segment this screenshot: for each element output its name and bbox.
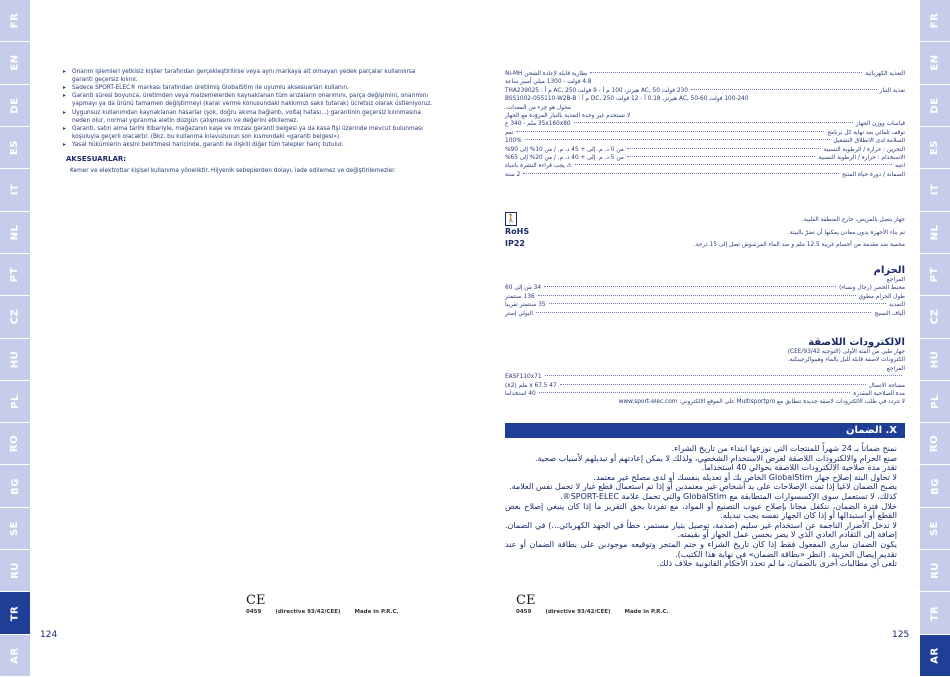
belt-spec-row [505, 310, 905, 318]
spec-value: 35 سنتمتر تقريبا [505, 302, 546, 309]
guarantee-paragraph: نمنح ضماناً بـ 24 شهراً للمنتجات التي نوزعها ابتداء من تاريخ الشراء. [671, 444, 897, 453]
spec-row [505, 70, 905, 78]
tab-label: NL [9, 224, 21, 241]
bullet-item: ▸ Garanti, satın alma tarihi itibariyle, mağazanın kaşe ve imzası garanti belgesi ya da kasa fişi üzerinde mevcut bulunması koşuluyla geçerli olacaktır. (Bkz. bu kullanma kılavuzunun son kısmındaki «garanti belgesi») [72, 125, 434, 141]
belt-spec-row [505, 293, 905, 301]
spec-value: 2 سنة [505, 171, 521, 178]
tab-bg[interactable] [920, 465, 950, 507]
tab-hu[interactable] [920, 339, 950, 381]
electrode-spec-row [505, 382, 905, 390]
specifications-block [505, 70, 905, 179]
guarantee-paragraph: تقدر مدة صلاحية الالكترودات اللاصقة بحوالي 40 استخداماً. [701, 463, 897, 473]
spec-row [505, 154, 905, 162]
dot-leader [590, 72, 862, 73]
bullet-item: ▸ Yasal hükümlerin aksini belirtmesi haricinde, garanti ile ilişkili diğer tüm talepler hariç tutulur. [72, 141, 434, 149]
spec-value: 4.8 فولت - 1300 ميلي أمبير ساعة [505, 79, 592, 86]
guarantee-paragraph: كذلك، لا تستعمل سوى الإكسسوارات المتطابقة مع GlobalStim والتي تحمل علامة SPORT-ELEC®. [560, 491, 897, 501]
ce-mark-icon: CE [516, 593, 536, 608]
tab-label: SE [929, 520, 941, 536]
spec-value: البولي إستر [505, 310, 533, 317]
tab-label: IT [929, 184, 941, 196]
warranty-bullets [62, 68, 434, 149]
tab-pt[interactable] [920, 254, 950, 296]
spec-key: السلامة لدى الانطلاق التشغيل [833, 138, 905, 145]
spec-key: التمديد [888, 302, 905, 309]
tab-label: AR [929, 647, 941, 664]
guarantee-paragraph: خلال فترة الضمان، نتكفل مجانا بإصلاح عيوب التصنيع أو المواد، مع تفردنا بحق التقرير ما إذا كان ينبغي إصلاح بعض القطع أو استبدالها أو إذا كان الجهاز نفسه يجب تبديله. [505, 501, 897, 521]
page-number-right: 125 [892, 630, 910, 640]
accessories-text: Kemer ve elektrotlar kişisel kullanıma yöneliktir. Hijyenik sebeplerden dolayı, iade edilemez ve değiştirilemezler. [70, 167, 396, 174]
spec-key: ألياف النسيج [874, 310, 905, 317]
tab-label: RO [9, 435, 21, 453]
bullet-item: ▸ Onarım işlemleri yetkisiz kişiler tarafından gerçekleştirilirse veya aynı markaya ait olmayan yedek parçalar kullanılırsa garanti geçersiz kılınır. [72, 68, 434, 84]
guarantee-paragraph: لا تدخل الأضرار الناجمة عن استخدام غير سليم (صدمة، توصيل بتيار مستمر، خطأ في الجهد الكهربائي...) في الضمان. إضافة إلى التقادم العادي الذي لا يضر بحسن عمل الجهاز أو بقيمته. [505, 520, 897, 540]
dot-leader [575, 164, 892, 165]
electrodes-line: الكترودات لاصقة قابلة للبل بالماء وهيبوالرجينكية. [787, 357, 905, 364]
made-in-label: Made in P.R.C. [354, 609, 399, 615]
tab-label: IT [9, 184, 21, 196]
spec-value: بطارية قابلة لإعادة الشحن Ni-MH [505, 71, 588, 77]
dot-leader [691, 89, 877, 90]
spec-value: 100-240 فولت AC, 50-60 هيرتز, 0.18 أ - 12 فولت DC, 250 م أ : BSS1002-055110-W2B-B [505, 96, 749, 103]
electrode-spec-row [505, 390, 905, 398]
tab-label: RU [9, 562, 21, 580]
belt-spec-row [505, 284, 905, 292]
tab-label: DE [9, 97, 21, 114]
tab-label: PL [929, 394, 941, 409]
tab-fr[interactable] [0, 0, 30, 42]
body-type-icon: 🚶 [505, 212, 517, 226]
spec-value: من 5 د. م. إلى + 40 د. م. / من 20% إلى 65% [505, 154, 624, 161]
spec-key: مدة الصلاحية المقدرة [853, 390, 905, 397]
spec-value: نعم [505, 129, 514, 136]
tab-pt[interactable] [0, 254, 30, 296]
tab-es[interactable] [0, 127, 30, 169]
dot-leader [516, 131, 824, 132]
tab-tr[interactable] [0, 592, 30, 634]
spec-key: تغذية التيار [879, 87, 905, 94]
tab-label: AR [9, 647, 21, 664]
electrodes-title: الالكترودات اللاصقة [808, 337, 905, 348]
tab-cz[interactable] [0, 296, 30, 338]
tab-label: HU [9, 350, 21, 368]
electrodes-block [505, 337, 905, 407]
spec-value: 136 سنتمتر [505, 293, 535, 300]
tab-label: SE [9, 520, 21, 536]
tab-de[interactable] [0, 85, 30, 127]
rohs-row [505, 226, 905, 238]
language-tabs-right [920, 0, 950, 677]
environment-note: تم بناء الأجهزة بدون معادن يمكنها أن تضرّ بالبيئة. [787, 230, 905, 236]
electrodes-reference-label: المراجع [886, 365, 905, 372]
spec-row [505, 87, 905, 95]
dot-leader [627, 156, 815, 157]
spec-value: لا تستخدم غير وحدة التغذية بالتيار المزوّدة مع الجهاز [505, 112, 631, 119]
tab-nl[interactable] [920, 212, 950, 254]
spec-key: التغذية الكهربائية [865, 71, 905, 77]
bullet-item: ▸ Garanti süresi boyunca, üretimden veya malzemelerden kaynaklanan tüm arızaların onarımını, parça değişimini, onarımını yapmayı ya da ürünü tamamen değiştirmeyi (karar verme konusundaki hakkımızı saklı tutarak) ücretsiz olarak üstleniyoruz. [72, 92, 434, 108]
spec-value: من 0 د. م. إلى + 45 د. م. / من 10% إلى 90% [505, 146, 624, 153]
tab-es[interactable] [920, 127, 950, 169]
dot-leader [536, 312, 871, 313]
tab-ar[interactable] [0, 635, 30, 677]
tab-fr[interactable] [920, 0, 950, 42]
dot-leader [627, 148, 821, 149]
guarantee-section-header: X. الضمان [505, 423, 905, 438]
tab-cz[interactable] [920, 296, 950, 338]
spec-row [505, 129, 905, 137]
spec-row [505, 78, 905, 86]
dot-leader [574, 122, 853, 123]
tab-label: TR [929, 605, 941, 621]
spec-key: الضمانة / دورة حياة المنتج [842, 171, 905, 178]
body-symbol-row [505, 212, 905, 226]
dot-leader [525, 139, 831, 140]
belt-reference-label: المراجع [886, 277, 905, 283]
spec-key: طول الحزام مطوي [858, 293, 905, 300]
tab-ro[interactable] [0, 423, 30, 465]
spec-value: 35x160x80 ملم - 340 غ [505, 121, 571, 128]
tab-label: FR [929, 12, 941, 29]
tab-label: NL [929, 224, 941, 241]
belt-title: الحزام [873, 265, 905, 276]
tab-label: PL [9, 394, 21, 409]
spec-key: الاستخدام : حرارة / الرطوبة النسبية [818, 154, 905, 161]
spec-row [505, 120, 905, 128]
notified-body-code: 0459 [246, 609, 262, 615]
tab-se[interactable] [0, 508, 30, 550]
spec-value: محول هو جزء من المعدات. [505, 104, 571, 111]
tab-label: RU [929, 562, 941, 580]
left-page-content [62, 68, 434, 175]
tab-label: ES [929, 140, 941, 156]
made-in-label: Made in P.R.C. [624, 609, 669, 615]
dot-leader [538, 295, 856, 296]
tab-label: EN [929, 54, 941, 72]
guarantee-text [505, 444, 897, 569]
tab-label: DE [929, 97, 941, 114]
spec-row [505, 146, 905, 154]
tab-label: RO [929, 435, 941, 453]
guarantee-paragraph: تلغى أي مطالبات أخرى بالضمان، ما لم تحدد الأحكام القانونية خلاف ذلك. [656, 559, 897, 569]
bullet-item: ▸ Uygunsuz kullanımdan kaynaklanan hasarlar (şok, doğru akıma bağlantı, voltaj hatası...) garantinin geçersiz kılınmasına neden olur, normal yıpranma aletin düzgün çalışmasını ve değerini etkilemez. [72, 109, 434, 125]
tab-de[interactable] [920, 85, 950, 127]
spec-value: ⚠ يجب قراءة النشرة بانتباه [505, 163, 572, 170]
ip-row [505, 238, 905, 250]
page-number-left: 124 [40, 630, 58, 640]
spec-row [505, 171, 905, 179]
electrodes-line: جهاز طبي من الفئة الأولى (التوجيه 93/42/CEE) [787, 349, 905, 355]
tab-label: HU [929, 350, 941, 368]
tab-ar[interactable] [920, 635, 950, 677]
guarantee-paragraph: صنع الحزام والالكترودات اللاصقة لغرض الاستخدام الشخصي، ولذلك لا يمكن إعادتهم أو تبديلهم لأسباب صحية. [534, 453, 897, 463]
guarantee-paragraph: يكون الضمان ساري المفعول فقط إذا كان تاريخ الشراء و ختم المتجر وتوقيعه موجودين على بطاقة الضمان أو عند تقديم إيصال الخزينة. (انظر «بطاقة الضمان» في نهاية هذا الكتيب). [505, 539, 897, 559]
tab-it[interactable] [0, 169, 30, 211]
spec-key: مساحة الاتصال [868, 382, 905, 389]
spec-row [505, 95, 905, 103]
tab-it[interactable] [920, 169, 950, 211]
tab-label: EN [9, 54, 21, 72]
tab-label: CZ [929, 309, 941, 325]
bullet-item: ▸ Sadece SPORT-ELEC® markası tarafından üretilmiş GlobalStim ile uyumlu aksesuarları kullanın. [72, 84, 434, 92]
tab-label: ES [9, 140, 21, 156]
spec-key: انتبه [895, 163, 905, 170]
dot-leader [545, 375, 902, 376]
dot-leader [560, 384, 866, 385]
tab-ro[interactable] [920, 423, 950, 465]
ce-marking-right [516, 594, 669, 615]
tab-bg[interactable] [0, 465, 30, 507]
language-tabs-left [0, 0, 30, 677]
spec-key: توقف تلقائي بعد نهاية كل برنامج [827, 129, 905, 136]
tab-ru[interactable] [0, 550, 30, 592]
symbols-block [505, 212, 905, 249]
spec-value: 47 x 67.5 ملم (x2) [505, 382, 557, 389]
spec-value: 230 فولت AC, 50 هيرتز, 100 م أ - 9 فولت AC, 250 م أ : THA239025 [505, 87, 688, 94]
tab-tr[interactable] [920, 592, 950, 634]
belt-block [505, 265, 905, 318]
tab-en[interactable] [0, 42, 30, 84]
accessories-title: AKSESUARLAR: [66, 155, 127, 164]
spec-row [505, 162, 905, 170]
spec-value: 40 استخداما [505, 390, 536, 397]
tab-label: BG [929, 477, 941, 495]
electrode-spec-row [505, 373, 905, 381]
spec-key: التخزين : حرارة / الرطوبة النسبية [823, 146, 905, 153]
tab-label: PT [929, 266, 941, 283]
directive-label: (directive 93/42/CEE) [545, 609, 611, 615]
spec-key: محيط الخصر (رجال ونساء) [839, 285, 905, 292]
spec-key: قياسات ووزن الجهاز [855, 121, 905, 128]
tab-hu[interactable] [0, 339, 30, 381]
tab-label: PT [9, 266, 21, 283]
spec-row [505, 137, 905, 145]
spec-value: 100% [505, 138, 522, 145]
spec-row [505, 112, 905, 120]
directive-label: (directive 93/42/CEE) [275, 609, 341, 615]
tab-nl[interactable] [0, 212, 30, 254]
tab-label: BG [9, 477, 21, 495]
spec-value: EASF110x71 [505, 374, 542, 381]
dot-leader [523, 173, 839, 174]
ip-badge: IP22 [505, 238, 525, 248]
ip-note: محمية ضد مقدمة من أجسام غريبة 12.5 ملم و ضد الماء المرشوش تصل إلى 15 درجة. [693, 241, 905, 248]
dot-leader [539, 392, 851, 393]
tab-ru[interactable] [920, 550, 950, 592]
belt-spec-row [505, 301, 905, 309]
dot-leader [549, 303, 886, 304]
tab-pl[interactable] [0, 381, 30, 423]
spec-value: 34 من إلى 60 [505, 285, 542, 292]
tab-en[interactable] [920, 42, 950, 84]
electrodes-order-note: لا تتردد في طلب الالكترودات لاصقة جديدة تتطابق مع Multisportpro على الموقع الالكتروني: www.sport-elec.com [618, 399, 905, 406]
guarantee-paragraph: لا تحاول البتة إصلاح جهاز GlobalStim الخاص بك أو تعديله بنفسك أو لدى مصلح غير معتمد. [593, 472, 897, 482]
tab-label: CZ [9, 309, 21, 325]
tab-se[interactable] [920, 508, 950, 550]
spec-row [505, 104, 905, 112]
tab-pl[interactable] [920, 381, 950, 423]
tab-label: TR [9, 605, 21, 621]
tab-label: FR [9, 12, 21, 29]
dot-leader [544, 286, 836, 287]
patient-contact-note: جهاز يتصل بالمريض، خارج المنطقة القلبية. [802, 217, 905, 223]
notified-body-code: 0459 [516, 609, 532, 615]
ce-mark-icon: CE [246, 593, 266, 608]
rohs-badge: RoHS [505, 227, 530, 236]
guarantee-paragraph: يصبح الضمان لاغياً إذا تمت الإصلاحات على يد أشخاص غير معتمدين أو إذا تم استعمال قطع غيار لا تحمل نفس العلامة. [509, 482, 897, 492]
ce-marking-left [246, 594, 399, 615]
